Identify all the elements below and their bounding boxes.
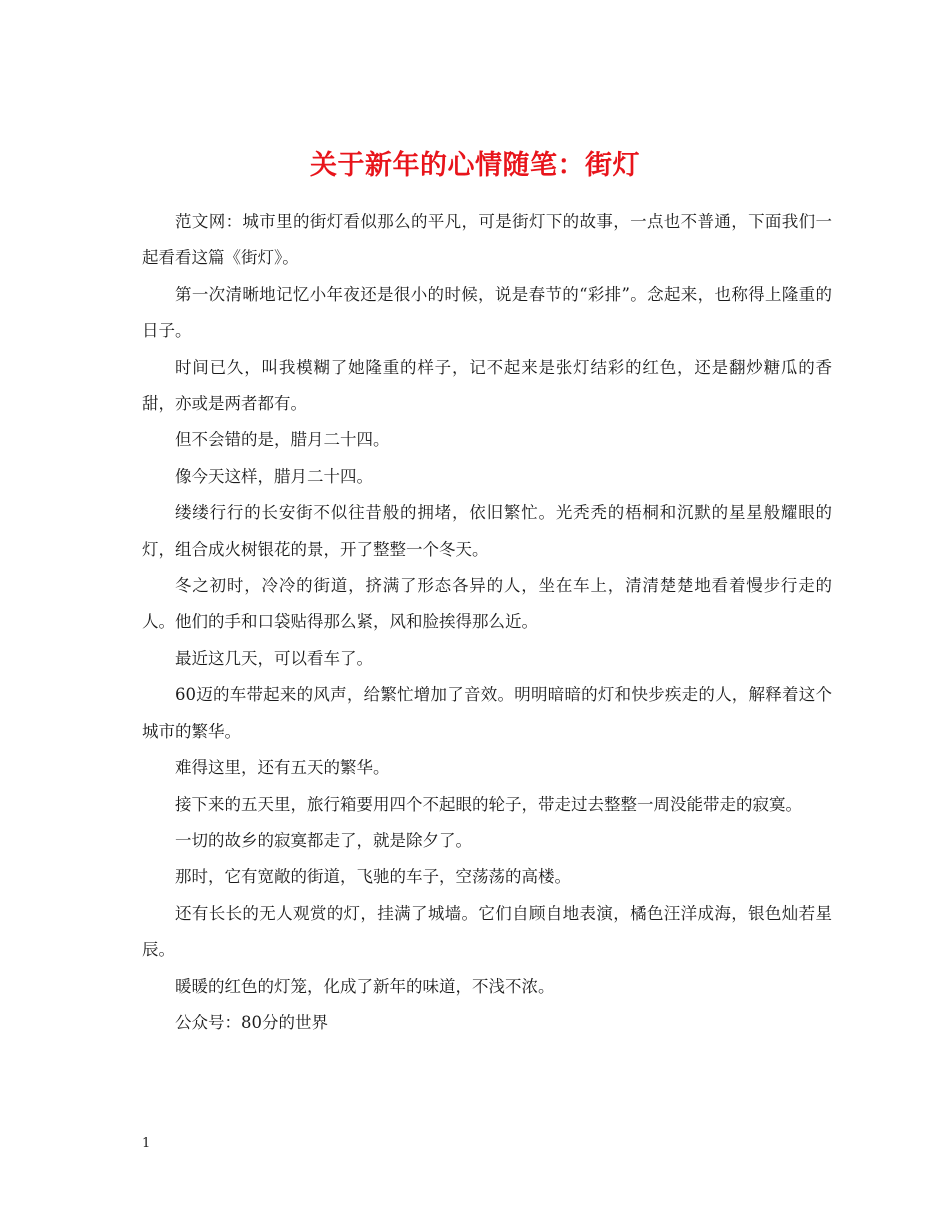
document-body: [142, 204, 832, 1041]
paragraph-9: 60迈的车带起来的风声，给繁忙增加了音效。明明暗暗的灯和快步疾走的人，解释着这个城市的繁华。: [142, 685, 832, 741]
paragraph-3: 时间已久，叫我模糊了她隆重的样子，记不起来是张灯结彩的红色，还是翻炒糖瓜的香甜，亦或是两者都有。: [142, 357, 832, 414]
paragraph-7: 冬之初时，冷冷的街道，挤满了形态各异的人，坐在车上，清清楚楚地看着慢步行走的人。他们的手和口袋贴得那么紧，风和脸挨得那么近。: [142, 576, 832, 632]
paragraph-15: 暖暖的红色的灯笼，化成了新年的味道，不浅不浓。: [175, 976, 555, 996]
paragraph-1: 范文网：城市里的街灯看似那么的平凡，可是街灯下的故事，一点也不普通，下面我们一起看看这篇《街灯》。: [142, 212, 832, 268]
paragraph-4: 但不会错的是，腊月二十四。: [175, 430, 390, 450]
paragraph-11: 接下来的五天里，旅行箱要用四个不起眼的轮子，带走过去整整一周没能带走的寂寞。: [175, 794, 802, 814]
paragraph-10: 难得这里，还有五天的繁华。: [175, 758, 390, 778]
page-number: 1: [142, 1136, 151, 1151]
paragraph-5: 像今天这样，腊月二十四。: [175, 466, 373, 486]
paragraph-13: 那时，它有宽敞的街道，飞驰的车子，空荡荡的高楼。: [175, 867, 571, 887]
paragraph-8: 最近这几天，可以看车了。: [175, 648, 373, 668]
paragraph-12: 一切的故乡的寂寞都走了，就是除夕了。: [175, 830, 472, 850]
paragraph-6: 缕缕行行的长安街不似往昔般的拥堵，依旧繁忙。光秃秃的梧桐和沉默的星星般耀眼的灯，组合成火树银花的景，开了整整一个冬天。: [142, 503, 832, 559]
paragraph-14: 还有长长的无人观赏的灯，挂满了城墙。它们自顾自地表演，橘色汪洋成海，银色灿若星辰。: [142, 903, 832, 960]
paragraph-2: 第一次清晰地记忆小年夜还是很小的时候，说是春节的“彩排”。念起来，也称得上隆重的日子。: [142, 284, 832, 341]
paragraph-16: 公众号：80分的世界: [175, 1012, 328, 1032]
document-title: 关于新年的心情随笔：街灯: [310, 150, 640, 182]
